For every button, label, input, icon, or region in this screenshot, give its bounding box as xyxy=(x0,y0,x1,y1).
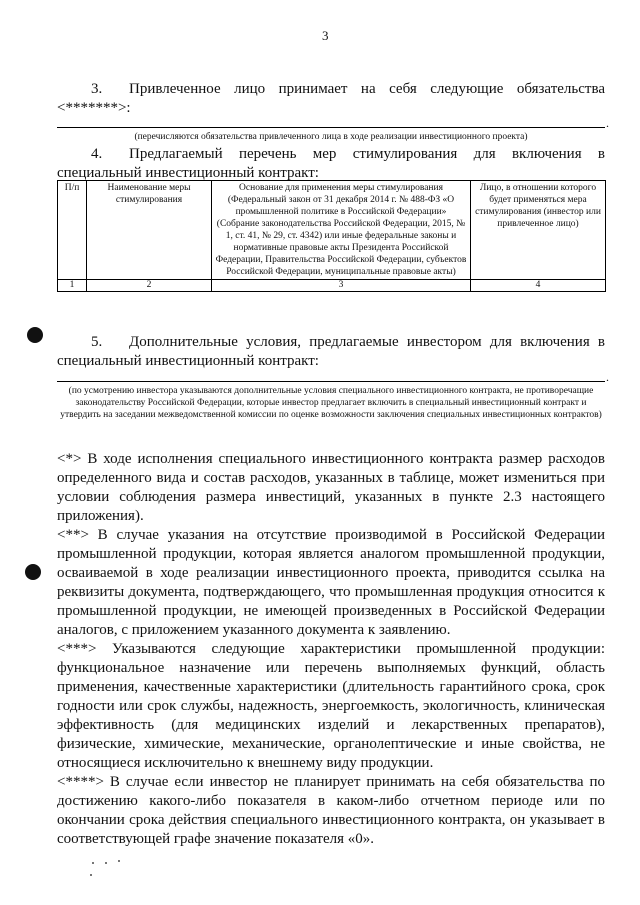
footnotes xyxy=(57,450,605,849)
table-header-row xyxy=(58,181,606,280)
binder-hole xyxy=(25,564,41,580)
scan-speck xyxy=(92,862,94,864)
page-number: 3 xyxy=(322,28,329,43)
table-index-cell: 3 xyxy=(212,280,471,292)
scan-speck xyxy=(90,874,92,876)
item-5 xyxy=(57,333,605,371)
footnote: <***> Указываются следующие характеристики промышленной продукции: функциональное назначение или перечень выполняемых функций, область применения, качественные характеристики (длительность гарантийного срока, срок годности или срок службы, надежность, энергоемкость, экологичность, клиническая эффективность (для медицинских изделий и лекарственных препаратов), физические, химические, механические, органолептические и иные свойства, не относящиеся исключительно к внешнему виду продукции. xyxy=(57,641,605,771)
item-3 xyxy=(57,80,605,118)
scan-speck xyxy=(105,862,107,864)
footnote: <**> В случае указания на отсутствие производимой в Российской Федерации промышленной продукции, которая является аналогом промышленной продукции, осваиваемой в ходе реализации инвестиционного проекта, приводится ссылка на реквизиты документа, подтверждающего, что промышленная продукция относится к промышленной продукции, не имеющей произведенных в Российской Федерации аналогов, с приложением указанного документа к заявлению. xyxy=(57,527,605,638)
scan-speck xyxy=(118,860,120,862)
item-4 xyxy=(57,145,605,183)
item-5-line-end: . xyxy=(606,370,609,384)
table-index-cell: 2 xyxy=(87,280,212,292)
item-4-number: 4. xyxy=(91,146,103,162)
binder-hole xyxy=(27,327,43,343)
item-5-text: Дополнительные условия, предлагаемые инвестором для включения в специальный инвестиционный контракт: xyxy=(57,334,605,369)
table-header-cell: Основание для применения меры стимулирования (Федеральный закон от 31 декабря 2014 г. № 488-ФЗ «О промышленной политике в Российской Федерации» (Собрание законодательства Российской Федерации, 2015, № 1, ст. 41, № 29, ст. 4342) или иные федеральные законы и нормативные правовые акты Президента Российской Федерации, Правительства Российской Федерации, субъектов Российской Федерации, муниципальные правовые акты) xyxy=(212,181,471,280)
incentive-measures-table xyxy=(57,180,606,292)
item-3-hint: (перечисляются обязательства привлеченного лица в ходе реализации инвестиционного проекта) xyxy=(134,132,528,142)
item-5-hint: (по усмотрению инвестора указываются дополнительные условия специального инвестиционного контракта, не противоречащие законодательству Российской Федерации, которые инвестор предлагает включить в специальный инвестиционный контракт и утвердить на заседании межведомственной комиссии по оценке возможности заключения специальных инвестиционных контрактов) xyxy=(60,386,602,420)
table-header-cell: Лицо, в отношении которого будет применяться мера стимулирования (инвестор или привлеченное лицо) xyxy=(471,181,606,280)
item-3-line-end: . xyxy=(606,116,609,130)
table-header-cell: Наименование меры стимулирования xyxy=(87,181,212,280)
item-5-fill-line xyxy=(57,370,609,384)
item-5-number: 5. xyxy=(91,334,103,350)
item-4-text: Предлагаемый перечень мер стимулирования для включения в специальный инвестиционный контракт: xyxy=(57,146,605,181)
table-index-row xyxy=(58,280,606,292)
footnote: <*> В ходе исполнения специального инвестиционного контракта размер расходов определенного вида и состав расходов, указанных в таблице, может измениться при условии соблюдения размера инвестиций, указанных в пункте 2.3 настоящего приложения). xyxy=(57,451,605,524)
item-3-text: Привлеченное лицо принимает на себя следующие обязательства <*******>: xyxy=(57,81,605,116)
item-3-number: 3. xyxy=(91,81,103,97)
table-index-cell: 1 xyxy=(58,280,87,292)
item-3-fill-line xyxy=(57,116,609,130)
footnote: <****> В случае если инвестор не планирует принимать на себя обязательства по достижению какого-либо показателя в каком-либо отчетном периоде или по окончании срока действия специального инвестиционного контракта, он указывает в соответствующей графе значение показателя «0». xyxy=(57,774,605,847)
table-index-cell: 4 xyxy=(471,280,606,292)
table-header-cell: П/п xyxy=(58,181,87,280)
